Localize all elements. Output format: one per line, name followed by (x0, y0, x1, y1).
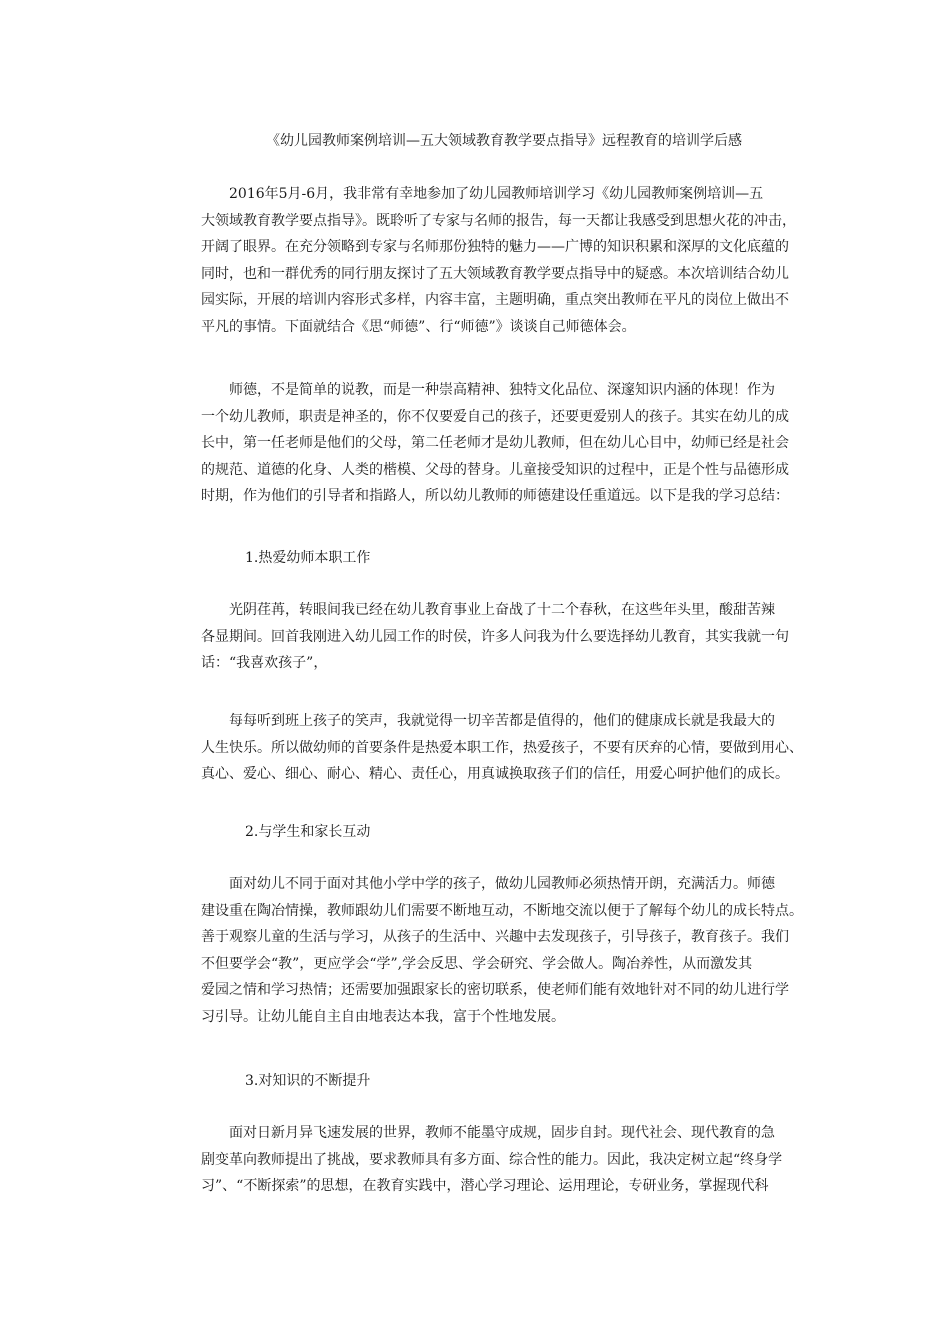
text-line: 真心、爱心、细心、耐心、精心、责任心，用真诚换取孩子们的信任，用爱心呵护他们的成长。 (201, 766, 789, 783)
text-line: 话：“我喜欢孩子”， (201, 655, 328, 672)
paragraph-knowledge (201, 1120, 807, 1200)
text-line: 人生快乐。所以做幼师的首要条件是热爱本职工作，热爱孩子，不要有厌弃的心情，要做到用心、 (201, 739, 803, 756)
text-line: 大领域教育教学要点指导》。既聆听了专家与名师的报告，每一天都让我感受到思想火花的冲击， (201, 212, 796, 229)
text-line: 面对幼儿不同于面对其他小学中学的孩子，做幼儿园教师必须热情开朗，充满活力。师德 (201, 876, 775, 892)
text-line: 开阔了眼界。在充分领略到专家与名师那份独特的魅力——广博的知识积累和深厚的文化底蕴的 (201, 239, 789, 256)
paragraph-intro (201, 181, 807, 341)
text-line: 的规范、道德的化身、人类的楷模、父母的替身。儿童接受知识的过程中，正是个性与品德形成 (201, 461, 789, 478)
text-line: 长中，第一任老师是他们的父母，第二任老师才是幼儿教师，但在幼儿心目中，幼师已经是社会 (201, 435, 789, 452)
text-line: 爱园之情和学习热情；还需要加强跟家长的密切联系，使老师们能有效地针对不同的幼儿进行学 (201, 982, 789, 999)
text-line: 建设重在陶冶情操，教师跟幼儿们需要不断地互动，不断地交流以便于了解每个幼儿的成长特点。 (201, 902, 803, 919)
text-line: 光阴荏苒，转眼间我已经在幼儿教育事业上奋战了十二个春秋，在这些年头里，酸甜苦辣 (201, 602, 775, 618)
text-line: 习”、“不断探索”的思想，在教育实践中，潜心学习理论、运用理论，专研业务，掌握现代科 (201, 1178, 769, 1195)
text-line: 善于观察儿童的生活与学习，从孩子的生活中、兴趣中去发现孩子，引导孩子，教育孩子。我们 (201, 929, 789, 946)
text-line: 剧变革向教师提出了挑战，要求教师具有多方面、综合性的能力。因此，我决定树立起“终身学 (201, 1151, 783, 1168)
document-title: 《幼儿园教师案例培训—五大领域教育教学要点指导》远程教育的培训学后感 (266, 133, 742, 149)
paragraph-teacher-ethics (201, 377, 807, 510)
text-line: 面对日新月异飞速发展的世界，教师不能墨守成规，固步自封。现代社会、现代教育的急 (201, 1125, 775, 1141)
text-line: 同时，也和一群优秀的同行朋友探讨了五大领域教育教学要点指导中的疑惑。本次培训结合幼儿 (201, 265, 789, 282)
text-line: 不但要学会“教”，更应学会“学”,学会反思、学会研究、学会做人。陶冶养性，从而激发其 (201, 955, 753, 972)
section-heading: 2.与学生和家长互动 (245, 824, 371, 840)
text-line: 每每听到班上孩子的笑声，我就觉得一切辛苦都是值得的，他们的健康成长就是我最大的 (201, 713, 775, 729)
text-line: 时期，作为他们的引导者和指路人，所以幼儿教师的师德建设任重道远。以下是我的学习总结： (201, 488, 789, 505)
section-heading: 1.热爱幼师本职工作 (245, 550, 371, 566)
text-line: 习引导。让幼儿能自主自由地表达本我，富于个性地发展。 (201, 1008, 565, 1025)
text-line: 园实际，开展的培训内容形式多样，内容丰富，主题明确，重点突出教师在平凡的岗位上做出不 (201, 292, 789, 309)
text-line: 各显期间。回首我刚进入幼儿园工作的时侯，许多人问我为什么要选择幼儿教育，其实我就一句 (201, 628, 789, 645)
text-line: 一个幼儿教师，职责是神圣的，你不仅要爱自己的孩子，还要更爱别人的孩子。其实在幼儿的成 (201, 408, 789, 425)
section-heading: 3.对知识的不断提升 (245, 1073, 371, 1089)
paragraph-interaction (201, 871, 807, 1031)
text-line: 平凡的事情。下面就结合《思“师德”、行“师德”》谈谈自己师德体会。 (201, 318, 636, 335)
paragraph-love-work (201, 597, 807, 677)
text-line: 师德，不是简单的说教，而是一种崇高精神、独特文化品位、深邃知识内涵的体现！作为 (201, 382, 775, 398)
paragraph-children-laughter (201, 708, 807, 788)
text-line: 2016年5月-6月，我非常有幸地参加了幼儿园教师培训学习《幼儿园教师案例培训—五 (201, 186, 764, 202)
